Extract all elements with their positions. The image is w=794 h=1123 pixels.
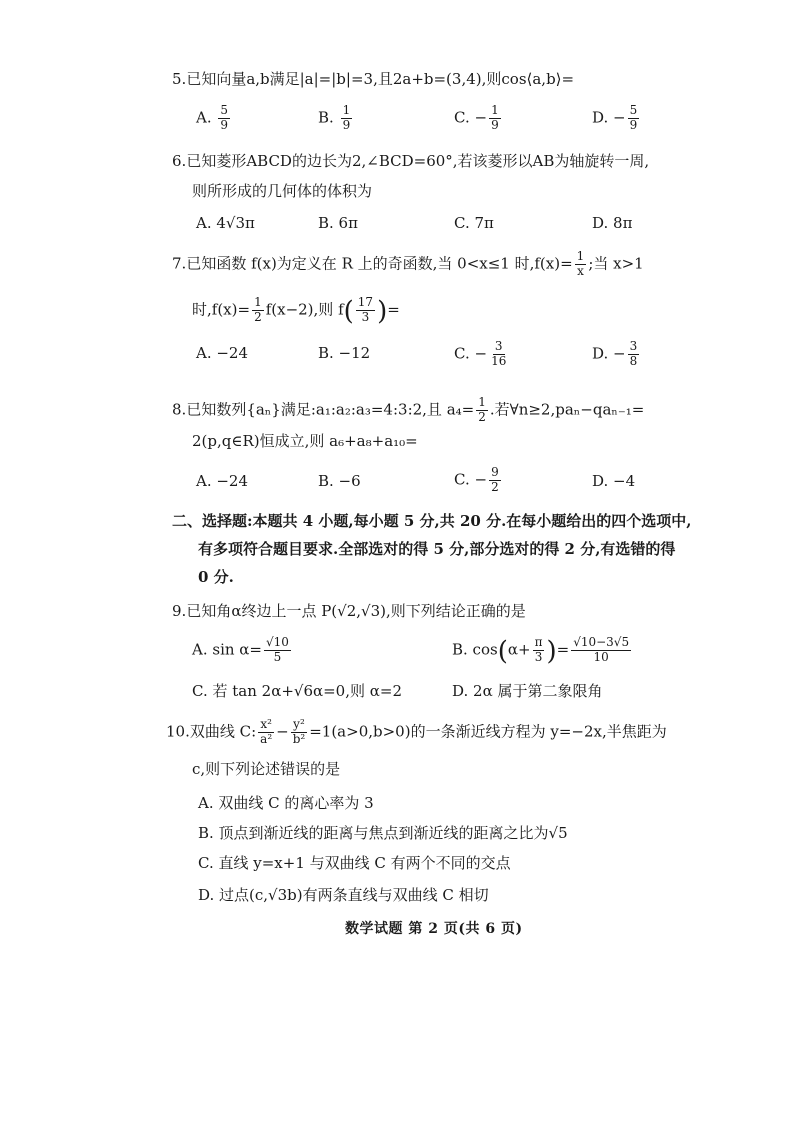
q5-option-b: B. $\frac{1}{9}$ [318, 103, 351, 132]
section-2-line3: 0 分. [198, 568, 234, 586]
q8-fraction-half: $\frac{1}{2}$ [478, 395, 486, 424]
q9-option-a: A. sin α= $\frac{√10}{5}$ [192, 635, 289, 664]
q9-option-a-fraction: $\frac{√10}{5}$ [266, 635, 289, 664]
q5-option-a-fraction: $\frac{5}{9}$ [220, 103, 229, 132]
q7-option-a: A. −24 [196, 344, 249, 362]
q10-fraction-y2-b2: $\frac{\text{y²}}{\text{b²}}$ [292, 717, 306, 746]
q6-option-b: B. 6π [318, 214, 358, 232]
q6-option-d: D. 8π [592, 214, 633, 232]
q8-stem-line1: 8.已知数列{aₙ}满足:a₁:a₂:a₃=4:3:2,且 a₄= $\frac{1}{2}$ .若∀n≥2,paₙ−qaₙ₋₁= [172, 395, 645, 424]
q10-option-d: D. 过点(c,√3b)有两条直线与双曲线 C 相切 [198, 886, 489, 904]
q8-option-c-fraction: $\frac{9}{2}$ [491, 465, 499, 494]
q8-option-a: A. −24 [196, 472, 249, 490]
q10-stem-line2: c,则下列论述错误的是 [192, 760, 341, 778]
q7-fraction-half: $\frac{1}{2}$ [254, 295, 262, 324]
section-2-line2: 有多项符合题目要求.全部选对的得 5 分,部分选对的得 2 分,有选错的得 [198, 540, 676, 558]
q10-option-b: B. 顶点到渐近线的距离与焦点到渐近线的距离之比为√5 [198, 824, 568, 842]
q9-number: 9. [172, 602, 187, 620]
q5-number: 5. [172, 70, 187, 88]
q7-number: 7. [172, 254, 187, 273]
q6-option-c: C. 7π [454, 214, 494, 232]
q6-option-a: A. 4√3π [196, 214, 255, 232]
q10-stem-line1: 10.双曲线 C: $\frac{\text{x²}}{\text{a²}}$ − $\frac{\text{y²}}{\text{b²}}$ =1(a>0,b>0)的一条渐近线方程为 y=−2x,半焦距为 [166, 717, 667, 746]
q5-option-d: D. − $\frac{5}{9}$ [592, 103, 638, 132]
q10-number: 10. [166, 722, 190, 741]
q9-option-d: D. 2α 属于第二象限角 [452, 682, 603, 700]
q5-option-a: A. $\frac{5}{9}$ [196, 103, 229, 132]
q8-number: 8. [172, 400, 187, 419]
q7-option-c: C. − $\frac{3}{16}$ [454, 339, 507, 368]
q7-fraction-17-over-3: $\frac{17}{3}$ [357, 295, 374, 324]
q9-option-c: C. 若 tan 2α+√6α=0,则 α=2 [192, 682, 403, 700]
q9-option-b-fraction: $\frac{√10-3√5}{10}$ [573, 635, 630, 664]
q7-fraction-1-over-x: $\frac{1}{x}$ [576, 249, 585, 278]
q7-option-d: D. − $\frac{3}{8}$ [592, 339, 638, 368]
q5-option-b-fraction: $\frac{1}{9}$ [342, 103, 351, 132]
q7-stem-line1: 7.已知函数 f(x)为定义在 R 上的奇函数,当 0<x≤1 时,f(x)= $\frac{1}{x}$ ;当 x>1 [172, 249, 644, 278]
q8-stem-line2: 2(p,q∈R)恒成立,则 a₆+a₈+a₁₀= [192, 432, 418, 450]
q6-stem-line2: 则所形成的几何体的体积为 [192, 182, 373, 200]
q8-option-c: C. − $\frac{9}{2}$ [454, 465, 499, 494]
q8-option-b: B. −6 [318, 472, 361, 490]
q9-option-b-inner-fraction: $\frac{\pi}{3}$ [534, 635, 543, 664]
q5-text: 已知向量a,b满足|a|=|b|=3,且2a+b=(3,4),则cos⟨a,b⟩= [186, 70, 575, 88]
q10-option-a: A. 双曲线 C 的离心率为 3 [198, 794, 374, 812]
q10-option-c: C. 直线 y=x+1 与双曲线 C 有两个不同的交点 [198, 854, 511, 872]
q5-option-c-fraction: $\frac{1}{9}$ [491, 103, 499, 132]
page-footer: 数学试题 第 2 页(共 6 页) [345, 921, 523, 937]
q10-fraction-x2-a2: $\frac{\text{x²}}{\text{a²}}$ [260, 717, 273, 746]
q5-option-c: C. − $\frac{1}{9}$ [454, 103, 499, 132]
q9-option-b: B. cos(α+ $\frac{\pi}{3}$ )= $\frac{√10-3√5}{10}$ [452, 635, 630, 667]
q5-option-d-fraction: $\frac{5}{9}$ [629, 103, 638, 132]
q9-stem: 9.已知角α终边上一点 P(√2,√3),则下列结论正确的是 [172, 602, 526, 620]
q7-option-c-fraction: $\frac{3}{16}$ [491, 339, 507, 368]
q6-number: 6. [172, 152, 187, 170]
q5-stem [172, 72, 574, 87]
q7-stem-line2: 时,f(x)= $\frac{1}{2}$ f(x−2),则 f( $\frac{17}{3}$ )= [192, 295, 400, 327]
q7-option-d-fraction: $\frac{3}{8}$ [629, 339, 638, 368]
q7-option-b: B. −12 [318, 344, 371, 362]
section-2-heading: 二、选择题:本题共 4 小题,每小题 5 分,共 20 分.在每小题给出的四个选项中, [172, 512, 692, 530]
q6-stem-line1: 6.已知菱形ABCD的边长为2,∠BCD=60°,若该菱形以AB为轴旋转一周, [172, 152, 650, 170]
q8-option-d: D. −4 [592, 472, 636, 490]
